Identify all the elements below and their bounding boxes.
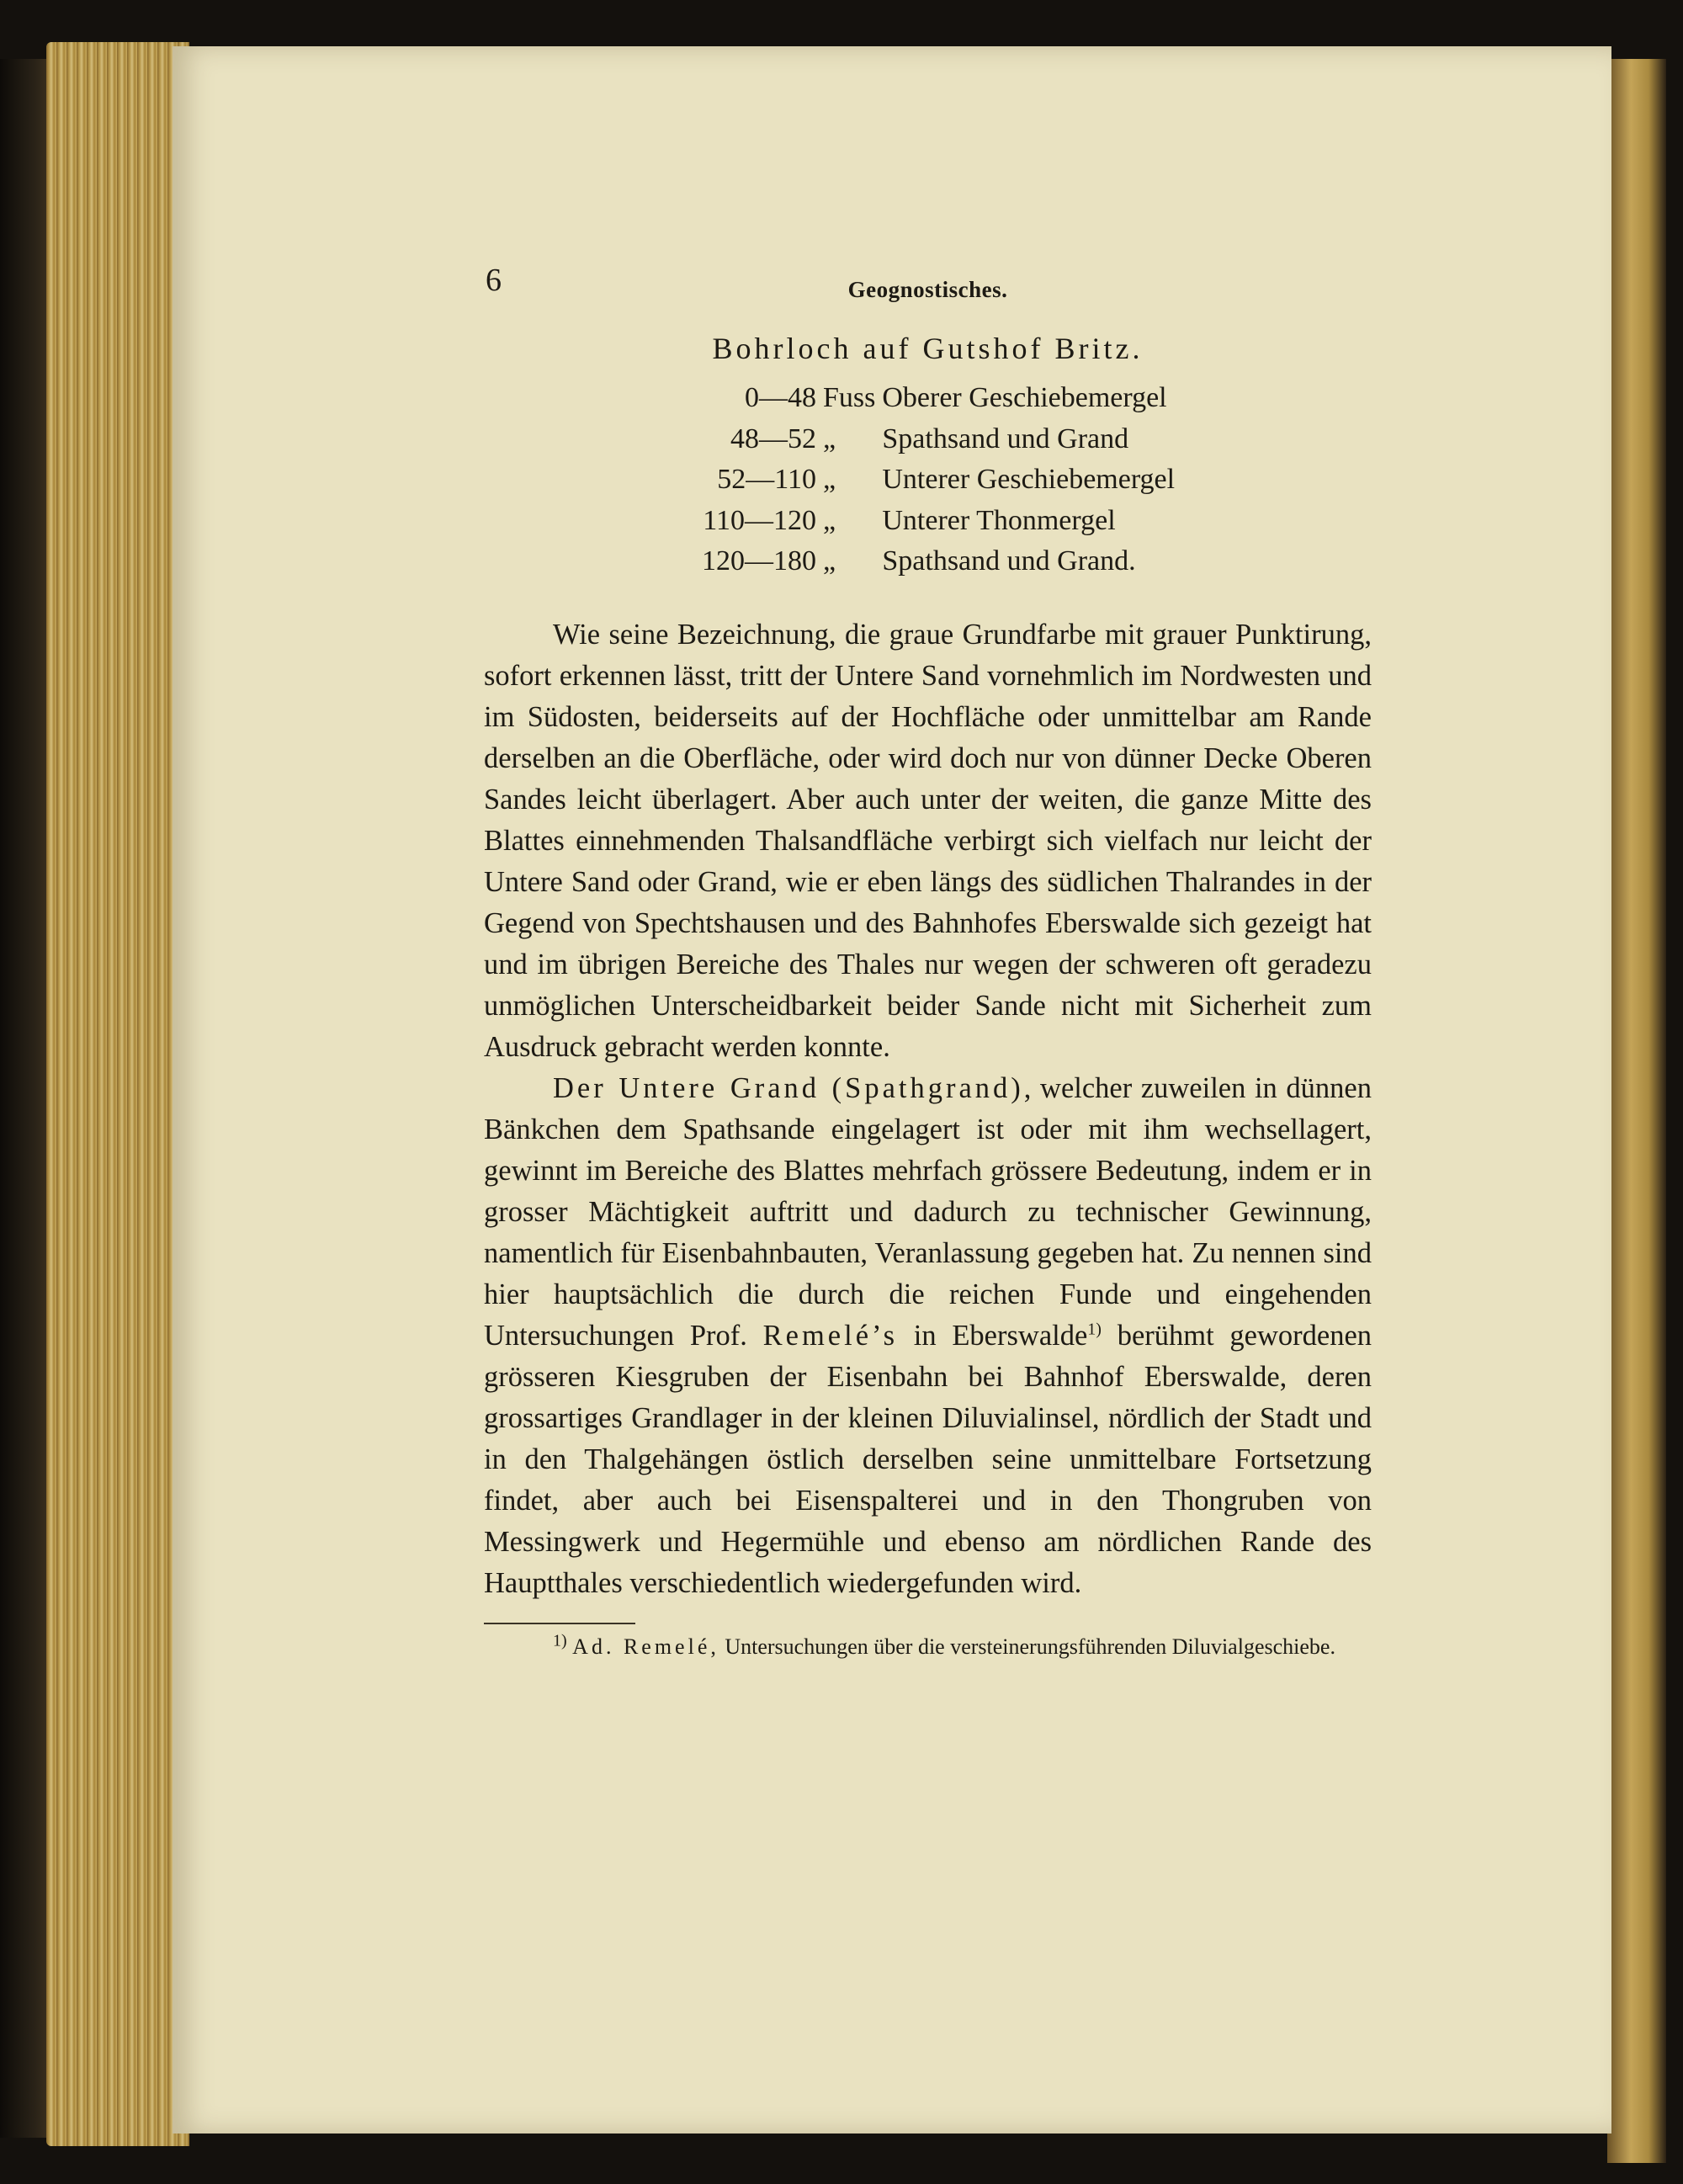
paragraph-1: Wie seine Bezeichnung, die graue Grundfarbe mit grauer Punktirung, sofort erkennen lässt, tritt der Untere Sand vornehmlich im Nordwesten und im Südosten, beiderseits auf der Hochfläche oder unmittelbar am Rande derselben an die Oberfläche, oder wird doch nur von dünner Decke Oberen Sandes leicht überlagert. Aber auch unter der weiten, die ganze Mitte des Blattes einnehmenden Thalsandfläche verbirgt sich vielfach nur leicht der Untere Sand oder Grand, wie er eben längs des südlichen Thalrandes in der Gegend von Spechtshausen und des Bahnhofes Eberswalde sich gezeigt hat und im übrigen Bereiche des Thales nur wegen der schweren oft geradezu unmöglichen Unterscheidbarkeit beider Sande nicht mit Sicherheit zum Ausdruck gebracht werden konnte.	[484, 618, 1372, 1063]
depth-unit: „	[823, 464, 836, 496]
footnote-author: Ad. Remelé,	[572, 1634, 719, 1659]
paragraph-2-part2: in Eberswalde	[913, 1319, 1088, 1352]
layer-name: Spathsand und Grand	[882, 422, 1129, 454]
paragraph-2-part1: , welcher zuweilen in dünnen Bänkchen dem Spathsande eingelagert ist oder mit ihm wechsellagert, gewinnt im Bereiche des Blattes mehrfach grössere Bedeutung, indem er in grosser Mächtigkeit auftritt und dadurch zu technischer Gewinnung, namentlich für Eisenbahnbauten, Veranlassung gegeben hat. Zu nennen sind hier hauptsächlich die durch die reichen Funde und eingehenden Untersuchungen Prof.	[484, 1071, 1372, 1352]
footnote-mark: 1)	[553, 1630, 567, 1650]
paragraph-2-name: Remelé’s	[762, 1319, 899, 1352]
bore-table-row	[602, 378, 1175, 419]
paragraph-2-part3: berühmt gewordenen grösseren Kiesgruben der Eisenbahn bei Bahnhof Eberswalde, deren grossartiges Grandlager in der kleinen Diluvialinsel, nördlich der Stadt und in den Thalgehängen östlich derselben seine unmittelbare Fortsetzung findet, aber auch bei Eisenspalterei und in den Thongruben von Messingwerk und Hegermühle und ebenso am nördlichen Rande des Hauptthales verschiedentlich wiedergefunden wird.	[484, 1319, 1372, 1599]
footnote	[484, 1631, 1372, 1663]
depth-unit: Fuss	[823, 382, 876, 414]
paragraph-2-lead: Der Untere Grand (Spathgrand)	[553, 1071, 1024, 1104]
text-area	[484, 257, 1372, 1663]
right-page-edge	[1607, 59, 1666, 2163]
depth-range: 52—110	[717, 464, 816, 496]
depth-unit: „	[823, 545, 836, 577]
bore-table-row	[602, 541, 1175, 582]
depth-unit: „	[823, 504, 836, 536]
footnote-reference: 1)	[1087, 1320, 1102, 1338]
depth-range: 48—52	[730, 422, 816, 454]
running-head	[484, 257, 1372, 307]
bore-table-row	[602, 419, 1175, 460]
layer-name: Spathsand und Grand.	[882, 545, 1136, 577]
page-number: 6	[486, 263, 502, 298]
body-text	[484, 614, 1372, 1604]
depth-range: 110—120	[703, 504, 816, 536]
page-edges	[46, 42, 189, 2146]
depth-range: 0—48	[745, 382, 816, 414]
depth-unit: „	[823, 422, 836, 454]
paragraph-2	[484, 1068, 1372, 1604]
layer-name: Unterer Thonmergel	[882, 504, 1116, 536]
footnote-divider	[484, 1623, 635, 1624]
depth-range: 120—180	[702, 545, 816, 577]
layer-name: Oberer Geschiebemergel	[882, 382, 1167, 414]
bore-table-title: Bohrloch auf Gutshof Britz.	[712, 332, 1144, 365]
bore-table-row	[602, 501, 1175, 542]
bore-table	[602, 378, 1175, 582]
running-title: Geognostisches.	[847, 277, 1008, 302]
layer-name: Unterer Geschiebemergel	[882, 464, 1176, 496]
bore-table-row	[602, 460, 1175, 501]
footnote-text: Untersuchungen über die versteinerungsführenden Diluvialgeschiebe.	[725, 1634, 1335, 1659]
